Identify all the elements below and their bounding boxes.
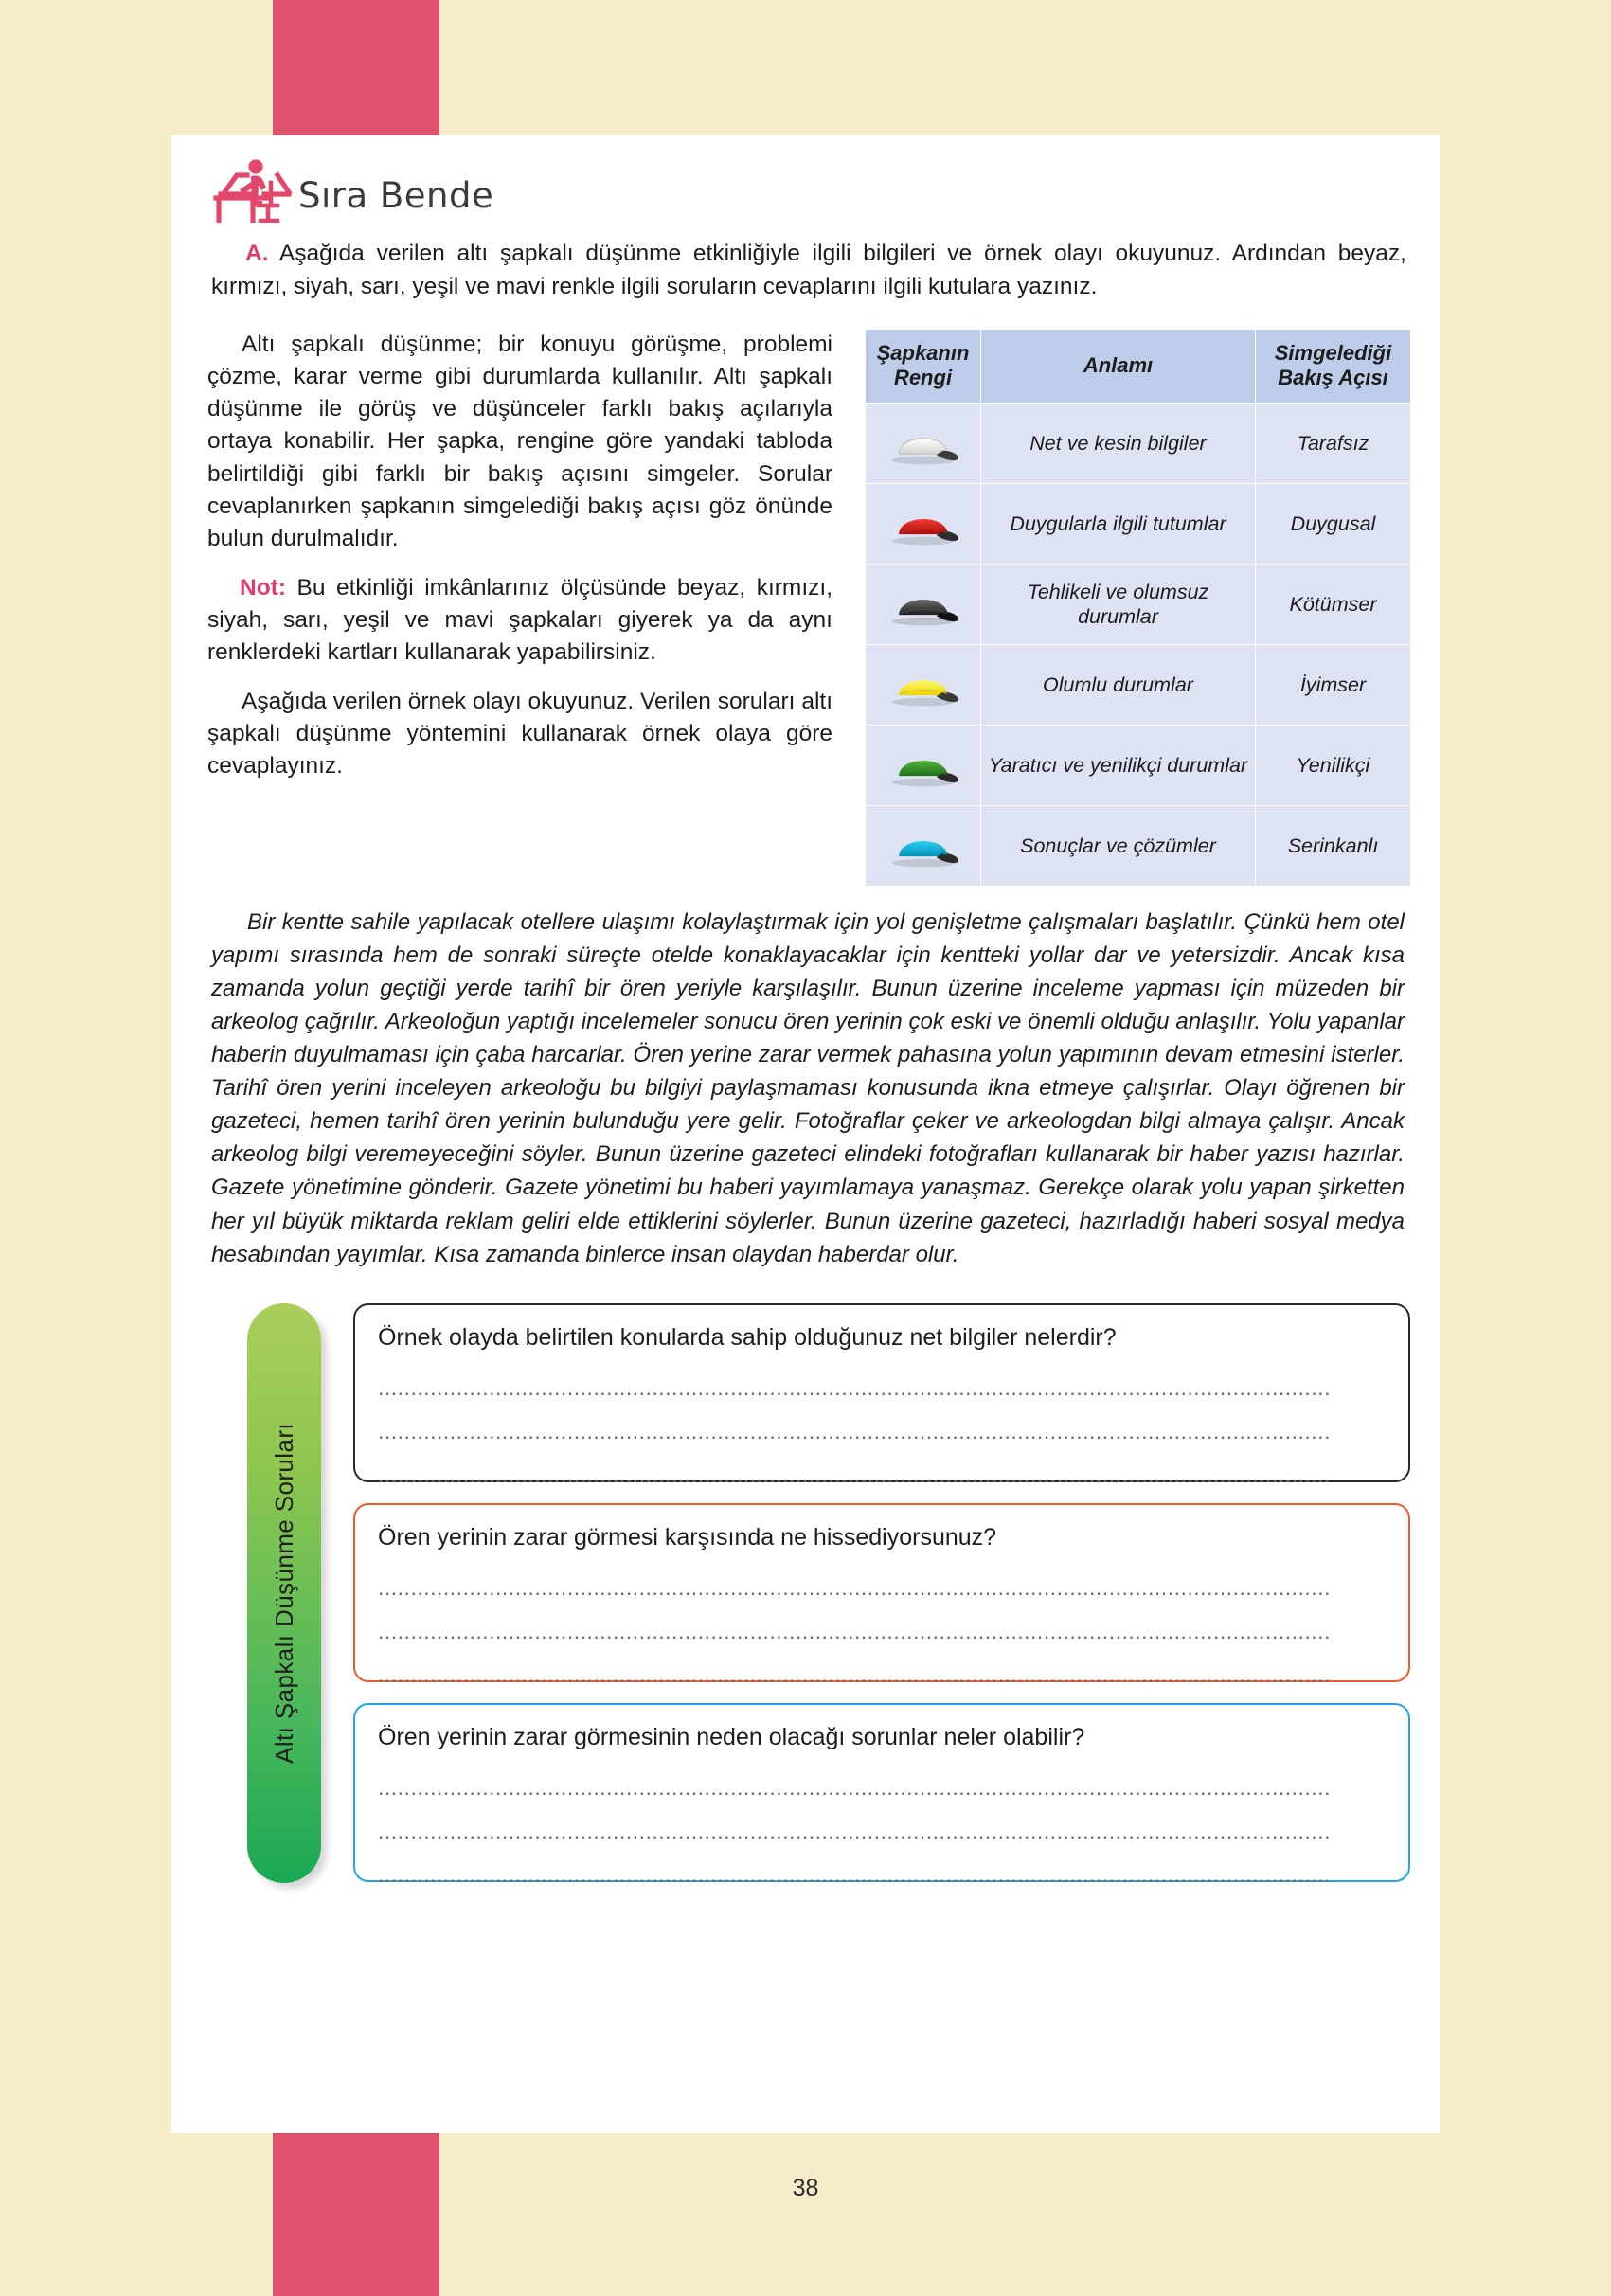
note-label: Not: [240, 574, 286, 601]
meaning-cell: Net ve kesin bilgiler [981, 404, 1256, 484]
header-meaning: Anlamı [981, 329, 1256, 404]
page-title: Sıra Bende [298, 175, 494, 216]
page-content [207, 145, 1410, 1888]
cap-cell [866, 645, 981, 726]
answers-section [207, 1303, 1410, 1888]
question-text: Örnek olayda belirtilen konularda sahip olduğunuz net bilgiler nelerdir? [378, 1323, 1117, 1351]
sample-case-paragraph: Bir kentte sahile yapılacak otellere ulaşımı kolaylaştırmak için yol genişletme çalışmaları başlatılır. Çünkü hem otel yapımı sırasında hem de sonraki süreçte otelde konaklayacaklar için kentteki yollar dar ve yetersizdir. Ancak kısa zamanda yolun geçtiği yerde tarihî bir ören yeriyle karşılaşılır. Bunun üzerine inceleme yapması için müzeden bir arkeolog çağrılır. Arkeoloğun yaptığı incelemeler sonucu ören yerinin çok eski ve önemli olduğu anlaşılır. Yolu yapanlar haberin duyulmaması için çaba harcarlar. Ören yerine zarar vermek pahasına yolun yapımının devam etmesini isterler. Tarihî ören yerini inceleyen arkeoloğu bu bilgiyi paylaşmaması konusunda ikna etmeye çalışırlar. Olayı öğrenen bir gazeteci, hemen tarihî ören yerinin bulunduğu yere gelir. Fotoğraflar çeker ve arkeologdan bilgi almaya çalışır. Ancak arkeolog bilgi veremeyeceğini söyler. Bunun üzerine gazeteci elindeki fotoğrafları kullanarak bir haber yazısı hazırlar. Gazete yönetimine gönderir. Gazete yönetimi bu haberi yayımlamaya yanaşmaz. Gerekçe olarak yolu yapan şirketten her yıl büyük miktarda reklam geliri elde ettiklerini söylerler. Bunun üzerine gazeteci, hazırladığı haberi sosyal medya hesabından yayımlar. Kısa zamanda binlerce insan olaydan haberdar olur. [211, 909, 1405, 1267]
hats-table [865, 329, 1411, 888]
paragraph-definition: Altı şapkalı düşünme; bir konuyu görüşme, problemi çözme, karar verme gibi durumlarda kullanılır. Altı şapkalı düşünme ile görüş ve düşünceler farklı bakış açılarıyla ortaya konabilir. Her şapka, rengine göre yandaki tabloda belirtildiği gibi farklı bir bakış açısını simgeler. Sorular cevaplanırken şapkanın simgelediği bakış açısı göz önünde bulun durulmalıdır. [207, 331, 832, 552]
instruction-label: A. [245, 241, 269, 266]
instruction-text: Aşağıda verilen altı şapkalı düşünme etkinliğiyle ilgili bilgileri ve örnek olayı okuyunuz. Ardından beyaz, kırmızı, siyah, sarı, yeşil ve mavi renkle ilgili soruların cevaplarını ilgili kutulara yazınız. [211, 241, 1406, 299]
page-number: 38 [792, 2175, 819, 2201]
answer-box-blue-hat[interactable] [353, 1703, 1410, 1888]
left-text-column [207, 329, 832, 799]
blue-cap-icon [883, 822, 964, 870]
viewpoint-cell: Yenilikçi [1256, 726, 1411, 806]
meaning-cell: Yaratıcı ve yenilikçi durumlar [981, 726, 1256, 806]
table-row [866, 404, 1411, 484]
table-row [866, 484, 1411, 565]
cap-cell [866, 726, 981, 806]
answer-line[interactable]: .................................................................................................................................................. [378, 1619, 1331, 1644]
cap-cell [866, 484, 981, 565]
viewpoint-cell: İyimser [1256, 645, 1411, 726]
table-row [866, 565, 1411, 645]
answer-box-white-hat[interactable] [353, 1303, 1410, 1488]
header-hat-color: Şapkanın Rengi [866, 329, 981, 404]
answer-line[interactable]: .................................................................................................................................................. [378, 1419, 1331, 1444]
question-text: Ören yerinin zarar görmesi karşısında ne hissediyorsunuz? [378, 1523, 997, 1551]
viewpoint-cell: Serinkanlı [1256, 806, 1411, 887]
person-at-desk-icon [211, 154, 293, 223]
table-header-row [866, 329, 1411, 404]
meaning-cell: Olumlu durumlar [981, 645, 1256, 726]
meaning-cell: Tehlikeli ve olumsuz durumlar [981, 565, 1256, 645]
answer-line[interactable]: .................................................................................................................................................. [378, 1775, 1331, 1801]
meaning-cell: Duygularla ilgili tutumlar [981, 484, 1256, 565]
decorative-pink-bar-top [273, 0, 439, 137]
question-text: Ören yerinin zarar görmesinin neden olacağı sorunlar neler olabilir? [378, 1723, 1085, 1750]
header-viewpoint: Simgelediği Bakış Açısı [1256, 329, 1411, 404]
table-row [866, 806, 1411, 887]
answer-line[interactable]: .................................................................................................................................................. [378, 1575, 1331, 1601]
viewpoint-cell: Duygusal [1256, 484, 1411, 565]
paragraph-note [207, 572, 832, 670]
question-boxes [353, 1303, 1410, 1888]
red-cap-icon [883, 500, 964, 547]
info-columns [207, 329, 1410, 888]
cap-cell [866, 404, 981, 484]
table-row [866, 726, 1411, 806]
note-text: Bu etkinliği imkânlarınız ölçüsünde beyaz, kırmızı, siyah, sarı, yeşil ve mavi şapkaları giyerek ya da aynı renklerdeki kartları kullanarak yapabilirsiniz. [207, 574, 832, 666]
green-cap-icon [883, 742, 964, 789]
yellow-cap-icon [883, 661, 964, 709]
meaning-cell: Sonuçlar ve çözümler [981, 806, 1256, 887]
answer-line[interactable]: .................................................................................................................................................. [378, 1375, 1331, 1401]
page-sheet [171, 135, 1440, 2133]
decorative-pink-bar-bottom [273, 2133, 439, 2296]
hats-table-wrapper [865, 329, 1411, 888]
viewpoint-cell: Tarafsız [1256, 404, 1411, 484]
answer-line[interactable]: .................................................................................................................................................. [378, 1662, 1331, 1688]
paragraph-directions: Aşağıda verilen örnek olayı okuyunuz. Verilen soruları altı şapkalı düşünme yöntemini kullanarak örnek olaya göre cevaplayınız. [207, 688, 832, 780]
black-cap-icon [883, 581, 964, 628]
white-cap-icon [883, 420, 964, 467]
cap-cell [866, 565, 981, 645]
cap-cell [866, 806, 981, 887]
vertical-section-label-text: Altı Şapkalı Düşünme Soruları [269, 1422, 298, 1764]
table-row [866, 645, 1411, 726]
activity-header [207, 145, 1410, 223]
instruction-paragraph [207, 238, 1410, 304]
answer-line[interactable]: .................................................................................................................................................. [378, 1862, 1331, 1888]
answer-line[interactable]: .................................................................................................................................................. [378, 1462, 1331, 1488]
answer-line[interactable]: .................................................................................................................................................. [378, 1819, 1331, 1844]
viewpoint-cell: Kötümser [1256, 565, 1411, 645]
answer-box-red-hat[interactable] [353, 1503, 1410, 1688]
vertical-section-label [247, 1303, 321, 1883]
